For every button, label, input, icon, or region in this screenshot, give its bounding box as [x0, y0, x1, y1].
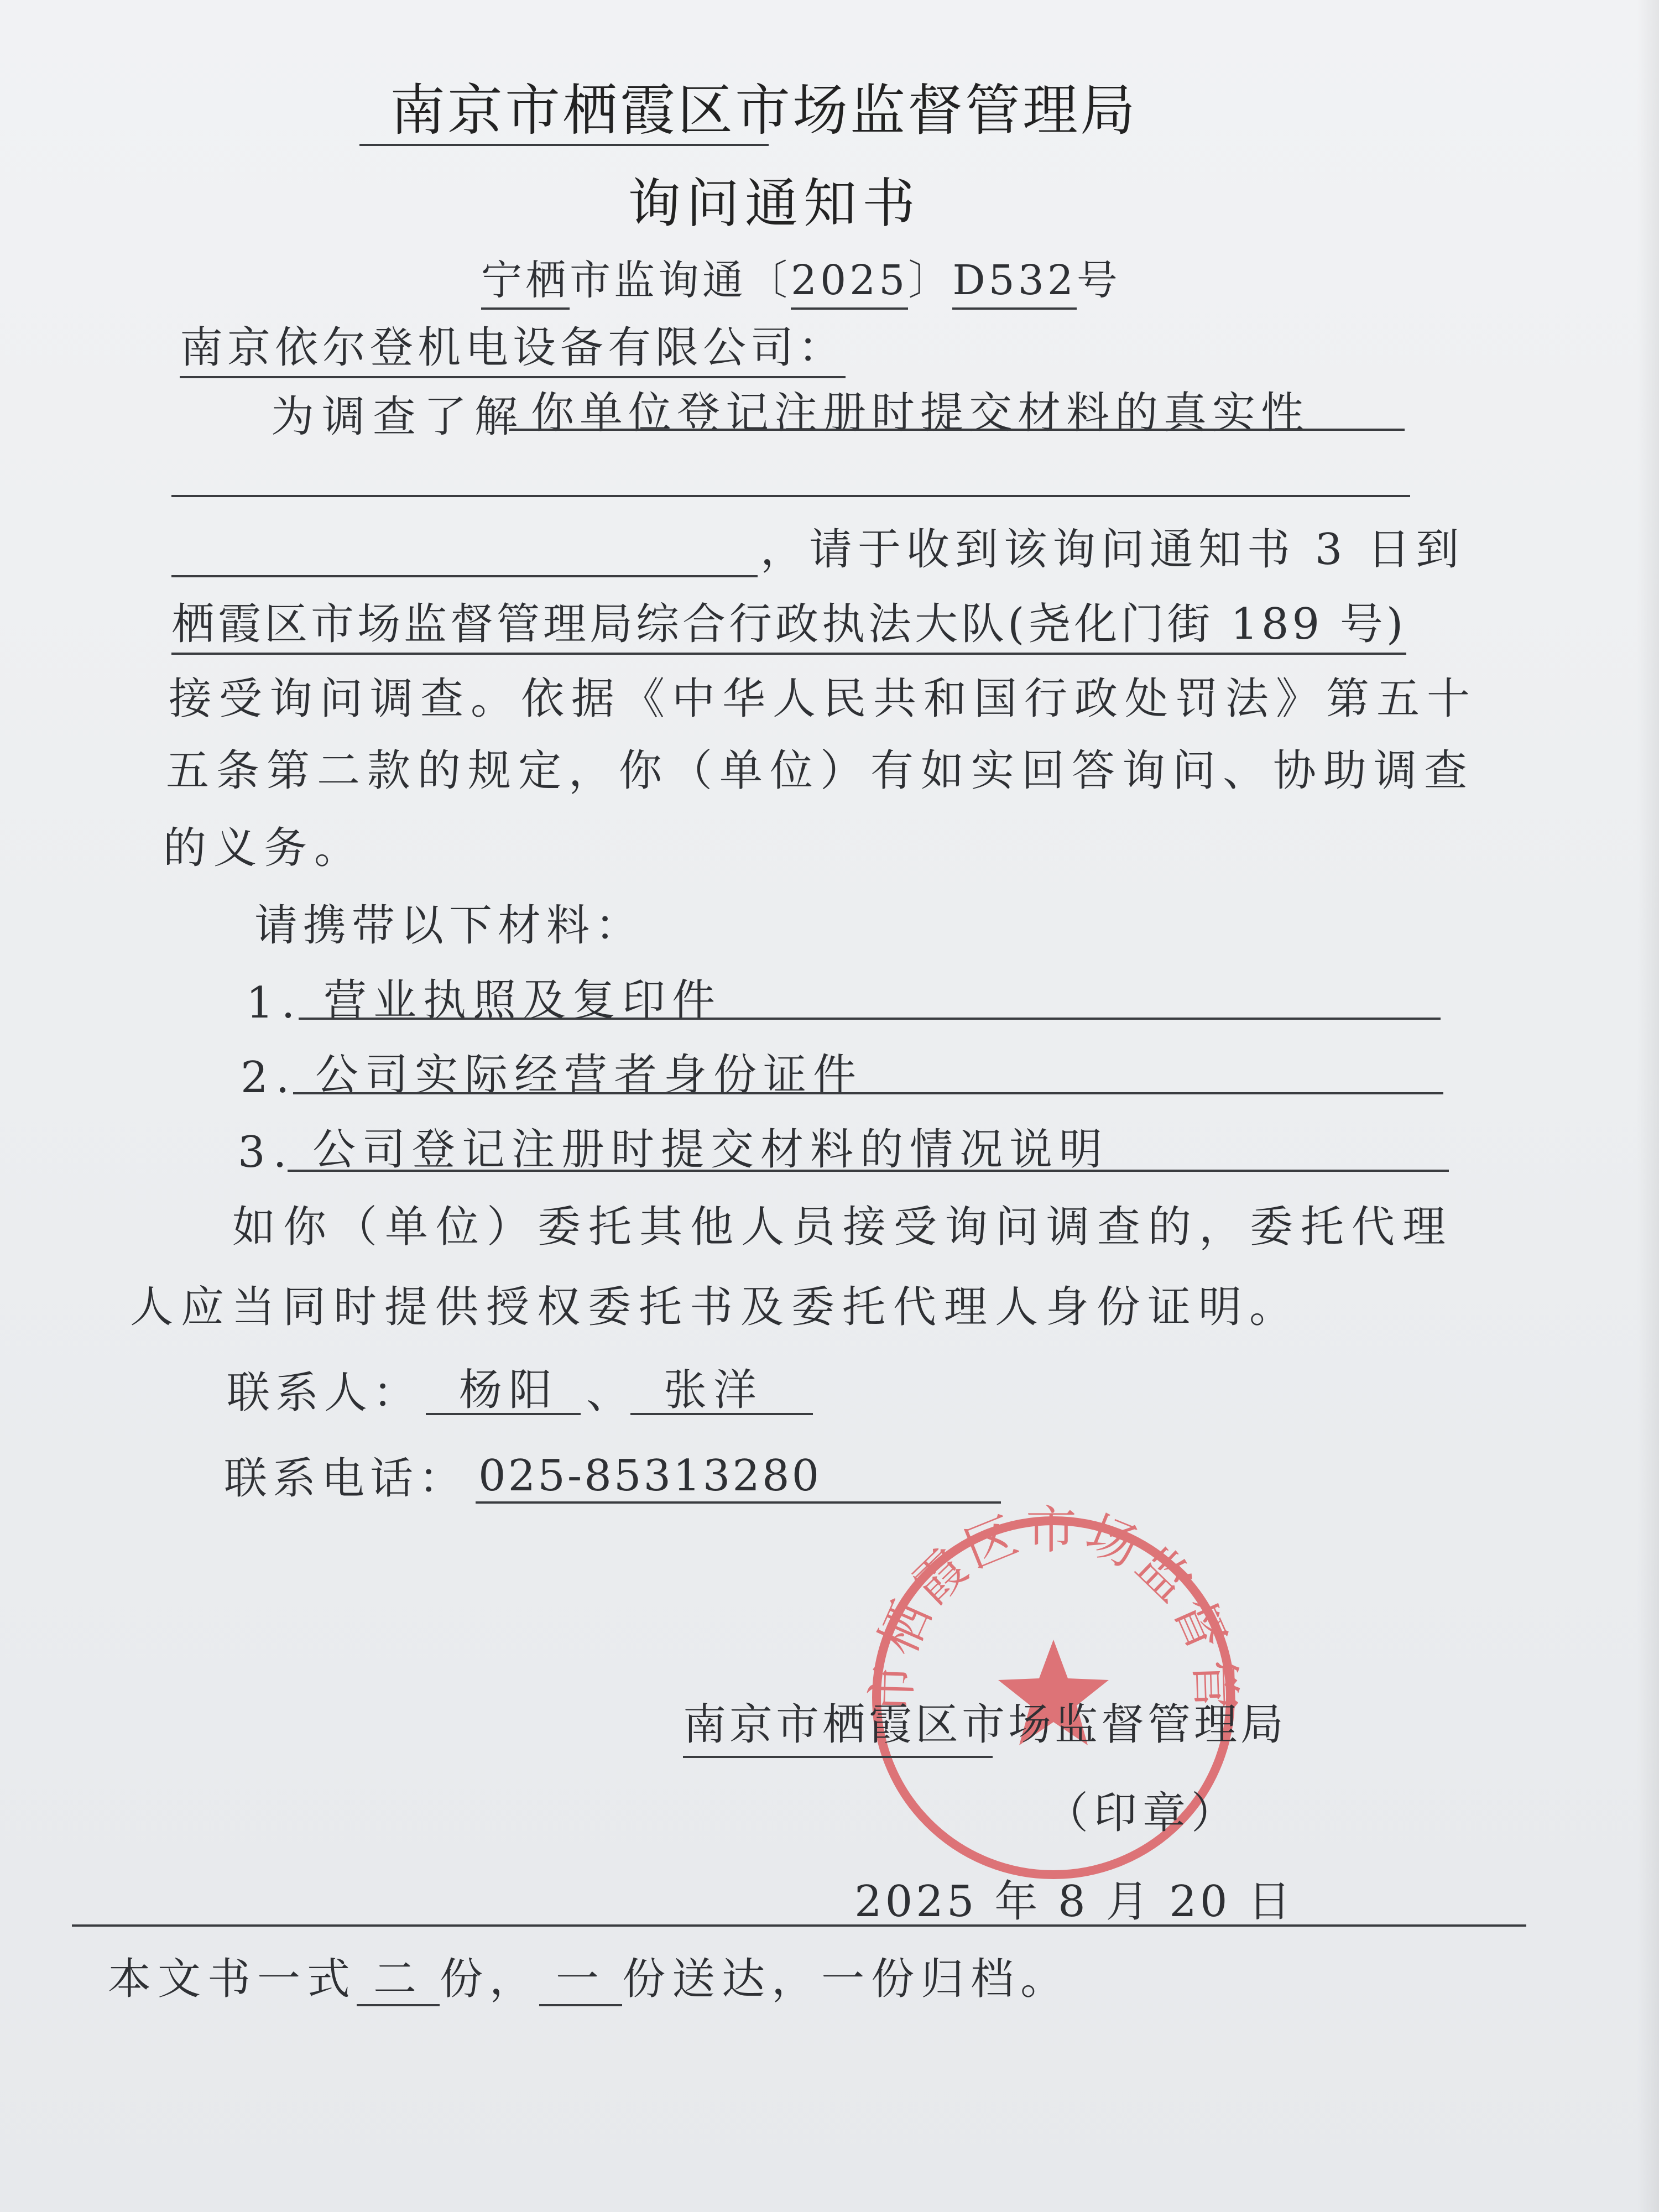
law-line-2: 五条第二款的规定，你（单位）有如实回答询问、协助调查	[166, 746, 1475, 796]
material-item-1-underline	[299, 1018, 1441, 1020]
contact-separator: 、	[586, 1368, 638, 1418]
doc-number-label: 市监询通〔	[570, 257, 791, 304]
materials-label: 请携带以下材料：	[254, 901, 644, 951]
footer-text	[108, 1954, 1071, 2004]
contact-name-1: 杨阳	[459, 1365, 559, 1415]
purpose-underline	[509, 429, 1405, 431]
material-item-3-number: 3.	[238, 1128, 295, 1177]
agency-line: 南京市栖霞区市场监督管理局	[390, 78, 1138, 143]
footer-copies-unit: 份，	[440, 1954, 540, 2004]
law-line-3: 的义务。	[163, 823, 365, 873]
signature-agency-underline	[683, 1756, 993, 1758]
request-text: ，请于收到该询问通知书 3 日到	[760, 525, 1465, 575]
agency-underline	[359, 144, 769, 146]
purpose-blank-line-2	[171, 495, 1410, 497]
material-item-2-text: 公司实际经营者身份证件	[315, 1050, 863, 1100]
issue-date: 2025 年 8 月 20 日	[854, 1877, 1295, 1927]
purpose-value: 你单位登记注册时提交材料的真实性	[531, 388, 1310, 438]
material-item-3-text: 公司登记注册时提交材料的情况说明	[312, 1125, 1109, 1175]
doc-number-close: 〕	[908, 257, 953, 304]
addressee-name: 南京依尔登机电设备有限公司：	[180, 323, 846, 378]
signature-agency-text: 南京市栖霞区市场监督管理局	[683, 1700, 1287, 1750]
location	[171, 599, 1407, 649]
phone-label: 联系电话：	[224, 1454, 468, 1504]
footer-delivered-count: 一	[539, 1958, 622, 2001]
law-line-1: 接受询问调查。依据《中华人民共和国行政处罚法》第五十	[169, 674, 1478, 724]
seal-text: 市栖霞区市场监督管	[862, 1500, 1245, 1715]
location-text: 栖霞区市场监督管理局综合行政执法大队(尧化门街 189 号)	[171, 599, 1406, 655]
doc-number-year: 2025	[791, 257, 908, 310]
page-edge-shadow	[1637, 0, 1659, 2212]
phone-number: 025-85313280	[478, 1451, 822, 1501]
contact-name-1-underline	[426, 1413, 581, 1415]
footer-prefix: 本文书一式	[108, 1954, 357, 2004]
footer-suffix: 份送达，一份归档。	[622, 1954, 1071, 2004]
addressee	[180, 323, 846, 373]
document-number	[481, 257, 1121, 304]
material-item-3-underline	[288, 1170, 1449, 1172]
contact-name-2: 张洋	[664, 1365, 764, 1415]
proxy-line-2: 人应当同时提供授权委托书及委托代理人身份证明。	[130, 1282, 1301, 1332]
purpose-blank-line-3	[171, 575, 758, 577]
doc-number-serial: D532	[952, 257, 1077, 310]
material-item-1-number: 1.	[246, 978, 303, 1028]
proxy-line-1: 如你（单位）委托其他人员接受询问调查的，委托代理	[232, 1202, 1454, 1252]
doc-number-suffix: 号	[1076, 257, 1121, 304]
material-item-1-text: 营业执照及复印件	[324, 975, 722, 1025]
contact-label: 联系人：	[227, 1368, 422, 1418]
seal-note: （印章）	[1045, 1788, 1240, 1838]
document-title: 询问通知书	[628, 173, 921, 234]
contact-name-2-underline	[630, 1413, 813, 1415]
footer-copies: 二	[357, 1958, 440, 2001]
purpose-label: 为调查了解	[271, 392, 526, 442]
doc-number-prefix: 宁栖	[481, 257, 570, 310]
material-item-2-number: 2.	[241, 1053, 298, 1103]
signature-agency	[683, 1700, 1287, 1750]
footer-divider	[72, 1924, 1526, 1927]
material-item-2-underline	[293, 1092, 1443, 1094]
